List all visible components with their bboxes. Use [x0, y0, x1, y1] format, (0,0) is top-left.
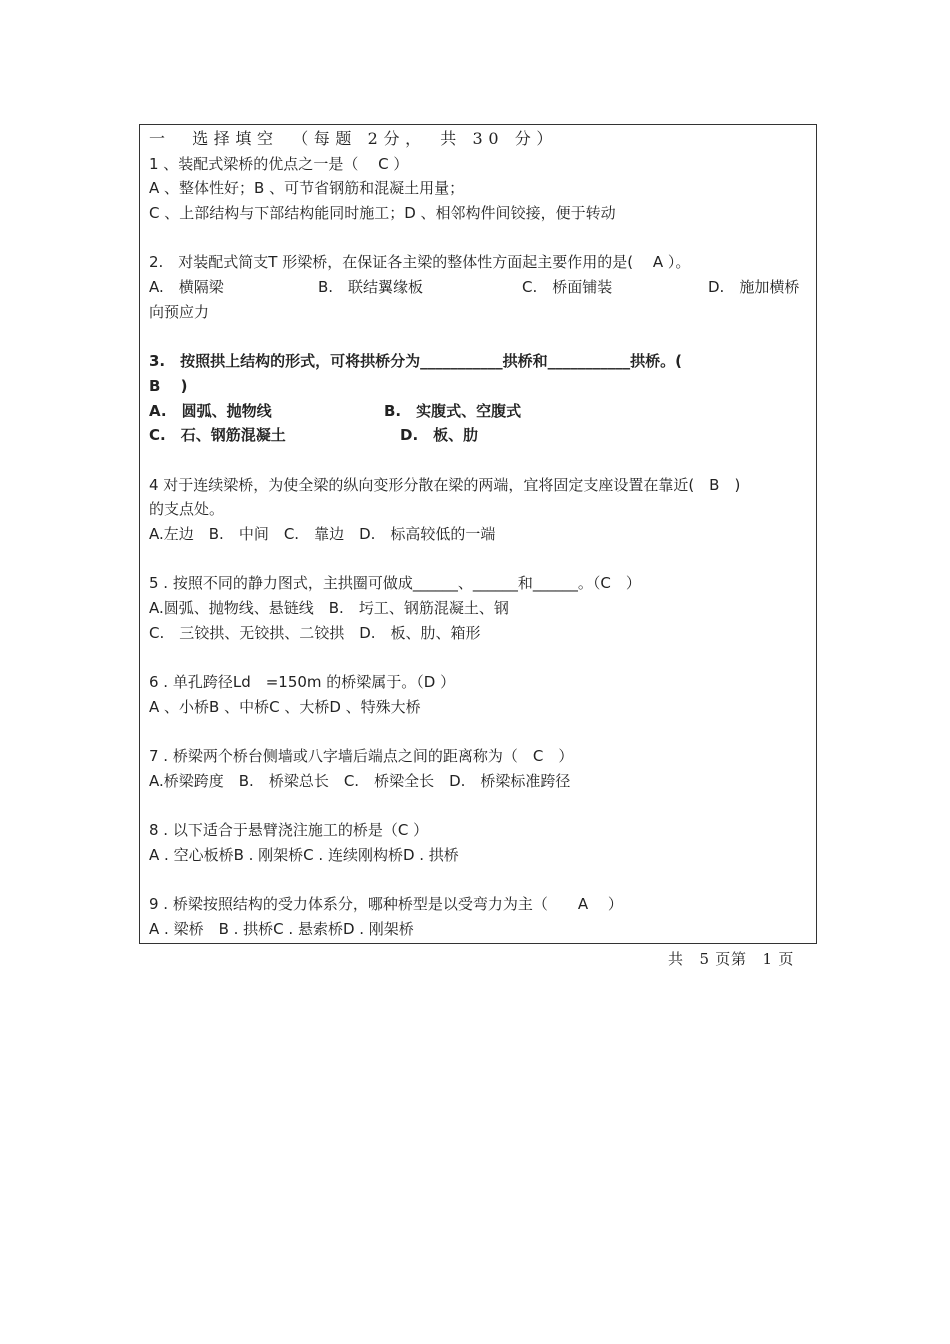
q9-options: A . 梁桥 B . 拱桥C . 悬索桥D . 刚架桥	[149, 920, 414, 938]
q4-stem-continued: 的支点处。	[149, 500, 225, 519]
q3-option-a: A. 圆弧、抛物线	[149, 401, 272, 420]
q7-options: A.桥梁跨度 B. 桥梁总长 C. 桥梁全长 D. 桥梁标准跨径	[149, 771, 571, 790]
q1-options-line1: A 、整体性好；B 、可节省钢筋和混凝土用量；	[149, 179, 465, 198]
q1-options-line2: C 、上部结构与下部结构能同时施工；D 、相邻构件间铰接，便于转动	[149, 204, 616, 223]
q8-stem: 8 . 以下适合于悬臂浇注施工的桥是（C ）	[149, 821, 429, 840]
q4-stem: 4 对于连续梁桥，为使全梁的纵向变形分散在梁的两端，宜将固定支座设置在靠近( B )	[149, 475, 741, 494]
q3-answer: B )	[149, 376, 188, 395]
q3-option-b: B. 实腹式、空腹式	[384, 401, 522, 420]
q2-option-b: B. 联结翼缘板	[318, 278, 424, 297]
q3-options-row2	[149, 423, 808, 448]
q2-option-d: D. 施加横桥	[708, 278, 800, 297]
q3-stem: 3. 按照拱上结构的形式，可将拱桥分为___________拱桥和___________拱桥。(	[149, 352, 682, 371]
q5-options-line2: C. 三铰拱、无铰拱、二铰拱 D. 板、肋、箱形	[149, 623, 481, 642]
page-footer: 共 5 页第 1 页	[668, 950, 795, 968]
q3-option-d: D. 板、肋	[400, 426, 479, 445]
q2-option-a: A. 横隔梁	[149, 278, 224, 297]
q4-options: A.左边 B. 中间 C. 靠边 D. 标高较低的一端	[149, 525, 496, 543]
q7-stem: 7 . 桥梁两个桥台侧墙或八字墙后端点之间的距离称为（ C ）	[149, 747, 574, 766]
q5-options-line1: A.圆弧、抛物线、悬链线 B. 圬工、钢筋混凝土、钢	[149, 599, 509, 618]
q6-stem: 6 . 单孔跨径Ld =150m 的桥梁属于。（D ）	[149, 673, 456, 692]
q3-options-row1	[149, 399, 808, 424]
q5-stem: 5 . 按照不同的静力图式，主拱圈可做成______、______和______。（C ）	[149, 574, 641, 593]
q2-option-c: C. 桥面铺装	[522, 278, 613, 297]
q2-options	[149, 275, 808, 300]
section-header: 一 选择填空 （每题 2分， 共 30 分）	[149, 129, 558, 148]
question-box	[139, 124, 817, 944]
q9-stem: 9 . 桥梁按照结构的受力体系分，哪种桥型是以受弯力为主（ A ）	[149, 895, 623, 914]
q3-option-c: C. 石、钢筋混凝土	[149, 426, 286, 445]
q6-options: A 、小桥B 、中桥C 、大桥D 、特殊大桥	[149, 697, 421, 716]
q1-stem: 1 、装配式梁桥的优点之一是（ C ）	[149, 154, 409, 173]
q2-stem: 2. 对装配式简支T 形梁桥，在保证各主梁的整体性方面起主要作用的是( A ）。	[149, 253, 691, 272]
q2-option-d-continued: 向预应力	[149, 302, 210, 321]
q8-options: A . 空心板桥B . 刚架桥C . 连续刚构桥D . 拱桥	[149, 845, 459, 864]
